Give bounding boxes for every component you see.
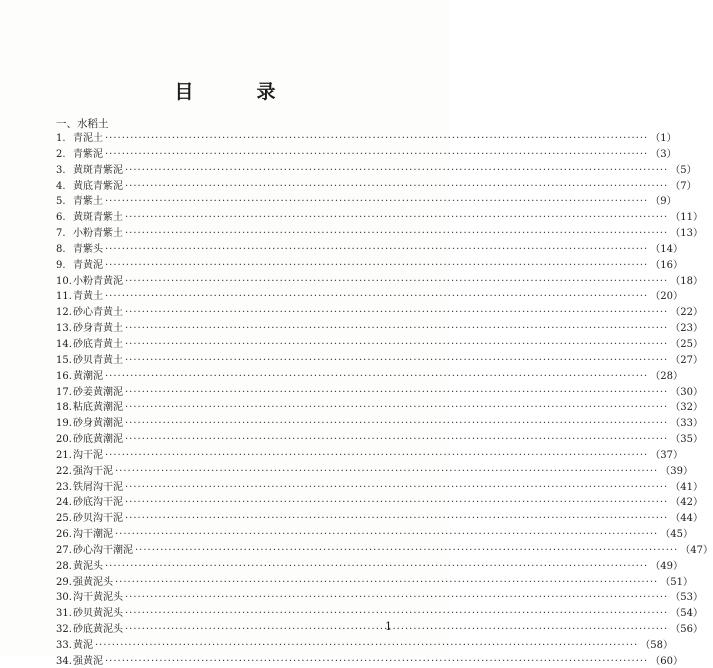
toc-entry-page: （5） [670, 164, 697, 176]
toc-entry-title: 强沟干泥 [73, 465, 113, 477]
toc-entry-page: （37） [650, 449, 683, 461]
toc-entry [56, 224, 703, 240]
toc-entry-number: 34. [56, 655, 72, 667]
toc-entry-title: 砂底沟干泥 [73, 497, 123, 509]
toc-entry-title: 砂心沟干潮泥 [73, 544, 133, 556]
toc-entry-number: 2. [56, 148, 66, 160]
page-number: 1 [385, 620, 392, 633]
toc-entry-page: （30） [670, 386, 703, 398]
toc-leader-dots [105, 450, 648, 461]
toc-entry-page: （11） [670, 212, 703, 224]
toc-entry-number: 10. [56, 275, 72, 287]
toc-leader-dots [125, 608, 668, 619]
toc-entry-page: （49） [650, 560, 683, 572]
toc-entry [56, 557, 683, 573]
toc-leader-dots [105, 196, 648, 207]
toc-entry-page: （27） [670, 354, 703, 366]
toc-entry [56, 145, 677, 161]
toc-entry-title: 砂底黄潮泥 [73, 434, 123, 446]
toc-leader-dots [105, 260, 648, 271]
toc-entry-title: 黄底青紫泥 [73, 180, 123, 192]
toc-entry-number: 9. [56, 259, 66, 271]
toc-entry-title: 砂贝青黄土 [73, 354, 123, 366]
toc-entry-page: （25） [670, 338, 703, 350]
toc-entry-title: 砂身黄潮泥 [73, 418, 123, 430]
toc-entry [56, 462, 693, 478]
toc-entry-title: 砂底青黄土 [73, 338, 123, 350]
toc-leader-dots [125, 402, 668, 413]
toc-leader-dots [115, 577, 658, 588]
toc-entry [56, 161, 697, 177]
toc-entry-title: 砂姜黄潮泥 [73, 386, 123, 398]
toc-leader-dots [105, 656, 648, 667]
toc-entry-page: （39） [660, 465, 693, 477]
toc-leader-dots [125, 212, 668, 223]
toc-leader-dots [125, 228, 668, 239]
toc-entry [56, 525, 693, 541]
toc-entry-number: 20. [56, 434, 72, 446]
toc-entry-title: 砂贝沟干泥 [73, 513, 123, 525]
toc-entry-page: （42） [670, 497, 703, 509]
toc-entry-number: 27. [56, 544, 72, 556]
toc-entry-title: 青黄泥 [73, 259, 103, 271]
section-heading: 一、水稻土 [56, 118, 109, 130]
toc-entry-title: 砂心青黄土 [73, 307, 123, 319]
toc-entry-page: （47） [680, 544, 713, 556]
toc-entry-page: （22） [670, 307, 703, 319]
toc-entry [56, 367, 683, 383]
toc-entry-title: 青泥土 [73, 133, 103, 144]
toc-entry [56, 272, 703, 288]
toc-leader-dots [125, 355, 668, 366]
toc-leader-dots [125, 497, 668, 508]
toc-entry-title: 砂底黄泥头 [73, 624, 123, 636]
toc-entry-page: （60） [650, 655, 683, 667]
toc-entry [56, 652, 683, 668]
toc-entry-number: 23. [56, 481, 72, 493]
toc-entry-title: 黄斑青紫土 [73, 212, 123, 224]
toc-entry [56, 478, 703, 494]
toc-entry-page: （51） [660, 576, 693, 588]
toc-leader-dots [135, 545, 678, 556]
toc-entry-page: （14） [650, 243, 683, 255]
toc-entry-number: 24. [56, 497, 72, 509]
toc-entry-number: 6. [56, 212, 66, 224]
toc-entry-title: 粘底黄潮泥 [73, 402, 123, 414]
toc-entry-number: 33. [56, 640, 72, 651]
toc-entry [56, 636, 673, 652]
toc-entry [56, 398, 703, 414]
toc-entry-page: （54） [670, 608, 703, 620]
toc-entry-title: 强黄泥 [73, 655, 103, 667]
toc-leader-dots [115, 529, 658, 540]
toc-leader-dots [105, 133, 648, 144]
toc-entry-number: 25. [56, 513, 72, 525]
toc-entry-page: （45） [660, 529, 693, 541]
page-title: 目 录 [174, 81, 298, 103]
toc-entry-number: 3. [56, 164, 66, 176]
toc-entry [56, 383, 703, 399]
toc-entry-page: （41） [670, 481, 703, 493]
toc-entry [56, 129, 677, 145]
toc-entry-number: 1. [56, 133, 66, 144]
table-of-contents [56, 129, 713, 668]
toc-entry-number: 29. [56, 576, 72, 588]
toc-entry-title: 青紫头 [73, 243, 103, 255]
toc-leader-dots [105, 149, 648, 160]
toc-entry [56, 208, 703, 224]
toc-entry-number: 18. [56, 402, 72, 414]
toc-entry-number: 31. [56, 608, 72, 620]
toc-entry-page: （53） [670, 592, 703, 604]
toc-entry-number: 32. [56, 624, 72, 636]
toc-entry-title: 沟干潮泥 [73, 529, 113, 541]
toc-entry [56, 303, 703, 319]
toc-entry-number: 13. [56, 323, 72, 335]
toc-entry-title: 黄泥 [73, 640, 93, 651]
toc-leader-dots [125, 418, 668, 429]
toc-entry-title: 沟干泥 [73, 449, 103, 461]
toc-entry-page: （33） [670, 418, 703, 430]
toc-entry [56, 177, 697, 193]
toc-entry-title: 黄泥头 [73, 560, 103, 572]
toc-entry [56, 351, 703, 367]
toc-entry [56, 541, 713, 557]
toc-leader-dots [105, 244, 648, 255]
toc-entry-number: 22. [56, 465, 72, 477]
toc-entry-number: 5. [56, 196, 66, 208]
toc-entry-page: （35） [670, 434, 703, 446]
toc-leader-dots [95, 640, 638, 651]
toc-entry-number: 14. [56, 338, 72, 350]
toc-entry-title: 强黄泥头 [73, 576, 113, 588]
toc-leader-dots [125, 482, 668, 493]
toc-entry-page: （18） [670, 275, 703, 287]
toc-entry-title: 小粉青紫土 [73, 228, 123, 240]
toc-leader-dots [125, 513, 668, 524]
toc-entry-number: 12. [56, 307, 72, 319]
toc-leader-dots [125, 624, 668, 635]
toc-entry-page: （16） [650, 259, 683, 271]
toc-leader-dots [125, 323, 668, 334]
toc-entry-title: 砂身青黄土 [73, 323, 123, 335]
toc-entry-number: 17. [56, 386, 72, 398]
toc-entry-title: 青黄土 [73, 291, 103, 303]
toc-entry-number: 15. [56, 354, 72, 366]
toc-entry [56, 509, 703, 525]
toc-entry-title: 铁屑沟干泥 [73, 481, 123, 493]
toc-entry-page: （9） [650, 196, 677, 208]
toc-leader-dots [125, 165, 668, 176]
toc-entry-page: （28） [650, 370, 683, 382]
toc-entry [56, 446, 683, 462]
toc-entry-number: 21. [56, 449, 72, 461]
toc-entry [56, 588, 703, 604]
toc-entry-title: 小粉青黄泥 [73, 275, 123, 287]
toc-entry [56, 430, 703, 446]
toc-entry-title: 青紫土 [73, 196, 103, 208]
toc-leader-dots [105, 371, 648, 382]
toc-entry [56, 319, 703, 335]
toc-entry-title: 黄潮泥 [73, 370, 103, 382]
toc-entry-title: 黄斑青紫泥 [73, 164, 123, 176]
toc-leader-dots [115, 466, 658, 477]
toc-entry-page: （23） [670, 323, 703, 335]
toc-entry-page: （20） [650, 291, 683, 303]
toc-entry [56, 573, 693, 589]
toc-leader-dots [125, 181, 668, 192]
toc-entry [56, 414, 703, 430]
toc-entry-page: （58） [640, 640, 673, 651]
toc-entry-page: （32） [670, 402, 703, 414]
toc-entry-number: 8. [56, 243, 66, 255]
toc-entry [56, 335, 703, 351]
toc-entry-title: 沟干黄泥头 [73, 592, 123, 604]
toc-entry-page: （13） [670, 228, 703, 240]
toc-entry [56, 620, 703, 636]
toc-entry-page: （1） [650, 133, 677, 144]
toc-leader-dots [105, 291, 648, 302]
toc-entry-number: 4. [56, 180, 66, 192]
toc-entry-number: 30. [56, 592, 72, 604]
toc-entry-number: 7. [56, 228, 66, 240]
toc-entry-number: 26. [56, 529, 72, 541]
toc-leader-dots [125, 387, 668, 398]
toc-entry-title: 砂贝黄泥头 [73, 608, 123, 620]
toc-entry [56, 604, 703, 620]
toc-leader-dots [125, 307, 668, 318]
toc-entry-page: （7） [670, 180, 697, 192]
toc-entry-page: （3） [650, 148, 677, 160]
toc-entry [56, 287, 683, 303]
toc-leader-dots [125, 276, 668, 287]
toc-entry [56, 240, 683, 256]
toc-leader-dots [125, 434, 668, 445]
toc-leader-dots [105, 561, 648, 572]
toc-entry-number: 19. [56, 418, 72, 430]
toc-entry-number: 28. [56, 560, 72, 572]
toc-entry-number: 11. [56, 291, 72, 303]
toc-entry-number: 16. [56, 370, 72, 382]
toc-entry-page: （56） [670, 624, 703, 636]
toc-entry [56, 493, 703, 509]
toc-leader-dots [125, 339, 668, 350]
toc-entry [56, 192, 677, 208]
toc-leader-dots [125, 592, 668, 603]
toc-entry [56, 256, 683, 272]
toc-entry-page: （44） [670, 513, 703, 525]
toc-entry-title: 青紫泥 [73, 148, 103, 160]
